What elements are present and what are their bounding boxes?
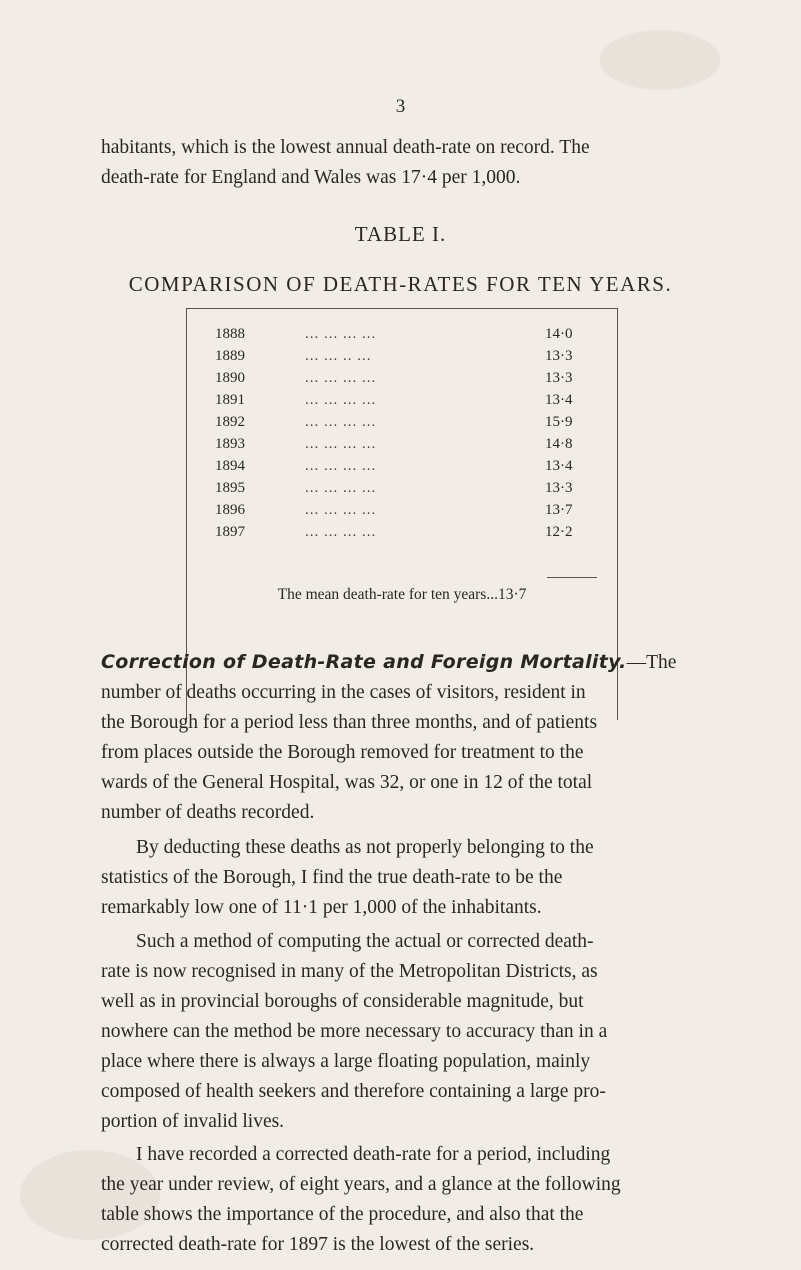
table-row xyxy=(215,411,607,433)
row-year: 1892 xyxy=(215,414,245,430)
text-line: corrected death-rate for 1897 is the lowest of the series. xyxy=(101,1234,535,1255)
row-dots: ... ... ... ... xyxy=(305,502,377,518)
row-dots: ... ... ... ... xyxy=(305,326,377,342)
sum-rule xyxy=(547,577,597,578)
row-dots: ... ... .. ... xyxy=(305,348,372,364)
text-line: table shows the importance of the procedure, and also that the xyxy=(101,1204,584,1225)
row-year: 1888 xyxy=(215,326,245,342)
text-line: wards of the General Hospital, was 32, or one in 12 of the total xyxy=(101,772,593,793)
table-row xyxy=(215,521,607,543)
table-row xyxy=(215,499,607,521)
row-dots: ... ... ... ... xyxy=(305,414,377,430)
table-subtitle: COMPARISON OF DEATH-RATES FOR TEN YEARS. xyxy=(128,272,673,296)
text-line: number of deaths recorded. xyxy=(101,802,315,823)
row-rate: 14·8 xyxy=(545,436,573,452)
section-heading: Correction of Death-Rate and Foreign Mortality. xyxy=(101,651,627,673)
text-line: rate is now recognised in many of the Metropolitan Districts, as xyxy=(101,961,598,982)
row-dots: ... ... ... ... xyxy=(305,392,377,408)
text-line xyxy=(101,647,731,678)
row-year: 1895 xyxy=(215,480,245,496)
row-dots: ... ... ... ... xyxy=(305,480,377,496)
text-line: I have recorded a corrected death-rate for a period, including xyxy=(136,1144,611,1165)
text-line: By deducting these deaths as not properly belonging to the xyxy=(136,837,594,858)
table-row xyxy=(215,389,607,411)
correction-paragraph xyxy=(101,647,731,828)
text-line: statistics of the Borough, I find the true death-rate to be the xyxy=(101,867,563,888)
text-line: nowhere can the method be more necessary to accuracy than in a xyxy=(101,1021,608,1042)
row-year: 1897 xyxy=(215,524,245,540)
record-paragraph xyxy=(101,1140,731,1260)
table-title: TABLE I. xyxy=(354,222,447,246)
row-rate: 13·7 xyxy=(545,502,573,518)
paragraph-lead: The xyxy=(646,652,677,673)
text-line: remarkably low one of 11·1 per 1,000 of the inhabitants. xyxy=(101,897,542,918)
row-dots: ... ... ... ... xyxy=(305,524,377,540)
table-row xyxy=(215,477,607,499)
table-mean: The mean death-rate for ten years...13·7 xyxy=(277,586,527,603)
paper-stain xyxy=(600,30,720,90)
row-rate: 14·0 xyxy=(545,326,573,342)
row-year: 1894 xyxy=(215,458,245,474)
row-dots: ... ... ... ... xyxy=(305,458,377,474)
method-paragraph xyxy=(101,927,731,1137)
text-line: habitants, which is the lowest annual death-rate on record. The xyxy=(101,137,590,158)
text-line: well as in provincial boroughs of considerable magnitude, but xyxy=(101,991,584,1012)
row-rate: 13·4 xyxy=(545,392,573,408)
text-line: the Borough for a period less than three months, and of patients xyxy=(101,712,598,733)
row-rate: 12·2 xyxy=(545,524,573,540)
row-year: 1896 xyxy=(215,502,245,518)
table-row xyxy=(215,345,607,367)
row-rate: 15·9 xyxy=(545,414,573,430)
deduction-paragraph xyxy=(101,833,731,923)
table-row xyxy=(215,323,607,345)
text-line: portion of invalid lives. xyxy=(101,1111,285,1132)
row-year: 1889 xyxy=(215,348,245,364)
text-line: from places outside the Borough removed for treatment to the xyxy=(101,742,584,763)
text-line: number of deaths occurring in the cases of visitors, resident in xyxy=(101,682,586,703)
row-year: 1893 xyxy=(215,436,245,452)
page-number: 3 xyxy=(395,96,406,117)
row-year: 1891 xyxy=(215,392,245,408)
row-rate: 13·3 xyxy=(545,480,573,496)
row-rate: 13·3 xyxy=(545,348,573,364)
heading-dash: — xyxy=(626,652,647,673)
text-line: Such a method of computing the actual or corrected death- xyxy=(136,931,594,952)
table-row xyxy=(215,433,607,455)
row-rate: 13·3 xyxy=(545,370,573,386)
text-line: place where there is always a large floating population, mainly xyxy=(101,1051,591,1072)
row-dots: ... ... ... ... xyxy=(305,436,377,452)
row-rate: 13·4 xyxy=(545,458,573,474)
table-row xyxy=(215,367,607,389)
text-line: death-rate for England and Wales was 17·4 per 1,000. xyxy=(101,167,521,188)
text-line: the year under review, of eight years, and a glance at the following xyxy=(101,1174,621,1195)
intro-paragraph xyxy=(101,133,731,193)
table-row xyxy=(215,455,607,477)
row-dots: ... ... ... ... xyxy=(305,370,377,386)
text-line: composed of health seekers and therefore containing a large pro- xyxy=(101,1081,606,1102)
row-year: 1890 xyxy=(215,370,245,386)
